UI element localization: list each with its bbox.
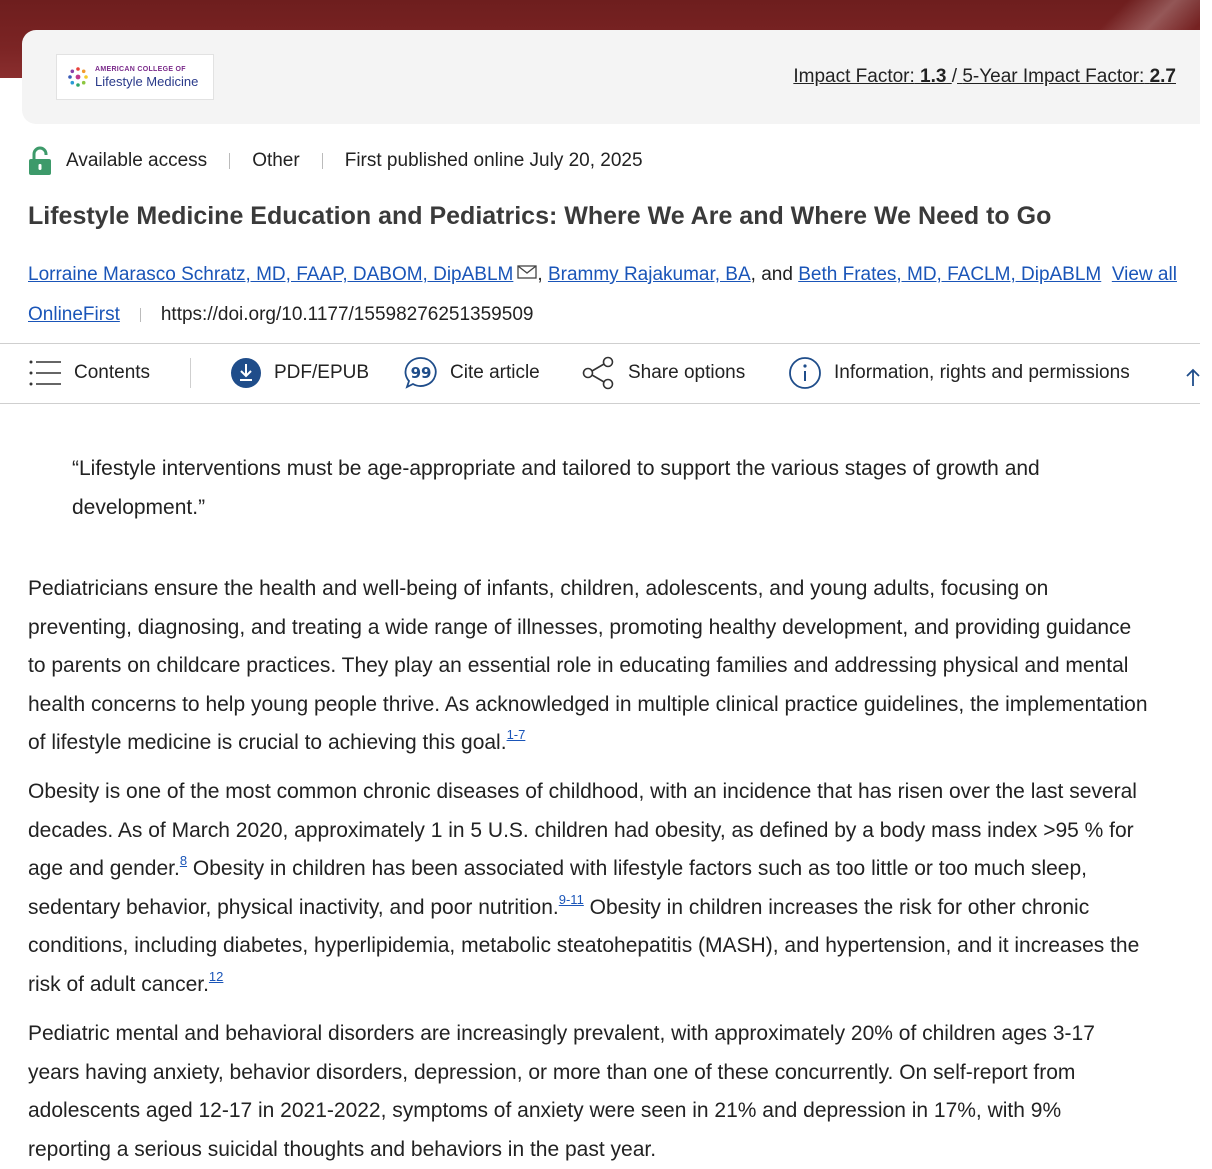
pull-quote: “Lifestyle interventions must be age-appropriate and tailored to support the various stages of growth and development.” xyxy=(72,457,1040,519)
article-toolbar xyxy=(0,344,1200,402)
reference-link[interactable]: 1-7 xyxy=(506,727,526,743)
logo-main-text: Lifestyle Medicine xyxy=(95,74,199,89)
online-first-link[interactable]: OnlineFirst xyxy=(28,304,120,325)
author-link-frates[interactable]: Beth Frates, MD, FACLM, DipABLM xyxy=(798,264,1102,285)
share-icon xyxy=(582,356,616,390)
publication-info xyxy=(28,304,533,326)
reference-link[interactable]: 8 xyxy=(179,853,188,869)
reference-link[interactable]: 12 xyxy=(208,968,224,984)
body-paragraph-2: Obesity is one of the most common chronic diseases of childhood, with an incidence that has risen over the last several decades. As of March 2020, approximately 1 in 5 U.S. children had obesity, as defined by a body mass index >95 % for age and gender.$^8$ Obesity in children has been associated with lifestyle factors such as too little or too much sleep, sedentary behavior, physical inactivity, and poor nutrition.$^{9-11}$ Obesity in children increases the risk for other chronic conditions, including diabetes, hyperlipidemia, metabolic steatohepatitis (MASH), and hypertension, and it increases the risk of adult cancer.$^{12}$ xyxy=(28,780,1140,996)
more-tools-button[interactable] xyxy=(1186,344,1212,402)
share-options-button[interactable]: Share options xyxy=(582,344,745,402)
cite-article-button[interactable]: 99 Cite article xyxy=(404,344,540,402)
reference-link[interactable]: 9-11 xyxy=(558,891,584,907)
article-title: Lifestyle Medicine Education and Pediatrics: Where We Are and Where We Need to Go xyxy=(28,202,1052,230)
info-icon xyxy=(788,356,822,390)
information-rights-button[interactable]: Information, rights and permissions xyxy=(788,344,1130,402)
body-paragraph-1: Pediatricians ensure the health and well-being of infants, children, adolescents, and young adults, focusing on preventing, diagnosing, and treating a wide range of illnesses, promoting healthy development, and providing guidance to parents on childcare practices. They play an essential role in educating families and addressing physical and mental health concerns to help young people thrive. As acknowledged in multiple clinical practice guidelines, the implementation of lifestyle medicine is crucial to achieving this goal.$^{1-7}$ xyxy=(28,577,1148,755)
svg-text:99: 99 xyxy=(410,364,432,382)
contents-button[interactable]: Contents xyxy=(28,344,150,402)
lock-open-icon xyxy=(28,146,52,176)
toolbar-bottom-divider xyxy=(0,403,1200,404)
impact-slash: / xyxy=(951,66,958,87)
logo-top-text: AMERICAN COLLEGE OF xyxy=(95,66,186,73)
impact-factors xyxy=(793,66,1176,88)
journal-header xyxy=(22,30,1200,124)
access-label: Available access xyxy=(66,150,208,171)
view-all-authors-link[interactable]: View all xyxy=(1111,264,1177,285)
five-year-impact-link[interactable]: 5-Year Impact Factor: 2.7 xyxy=(962,66,1176,87)
doi-text[interactable]: https://doi.org/10.1177/15598276251359509 xyxy=(160,304,534,325)
quote-bubble-icon xyxy=(404,356,438,390)
body-paragraph-3: Pediatric mental and behavioral disorders are increasingly prevalent, with approximately 20% of children ages 3-17 years having anxiety, behavior disorders, depression, or more than one of these concurrently. On self-report from adolescents aged 12-17 in 2021-2022, symptoms of anxiety were seen in 21% and depression in 17%, with 9% reporting a serious suicidal thoughts and behaviors in the past year. xyxy=(28,1022,1095,1161)
author-list: Lorraine Marasco Schratz, MD, FAAP, DABOM, DipABLM , Brammy Rajakumar, BA, and Beth Frates, MD, FACLM, DipABLM View all xyxy=(28,264,1177,285)
journal-logo[interactable] xyxy=(56,54,214,100)
published-date: First published online July 20, 2025 xyxy=(344,150,643,171)
article-type: Other xyxy=(252,150,300,171)
pdf-epub-button[interactable]: PDF/EPUB xyxy=(230,344,369,402)
article-meta xyxy=(28,146,643,176)
mail-icon[interactable] xyxy=(517,265,537,279)
more-tools-icon xyxy=(1186,356,1200,390)
author-link-schratz[interactable]: Lorraine Marasco Schratz, MD, FAAP, DABOM, DipABLM xyxy=(28,264,514,285)
logo-dots-icon xyxy=(67,66,89,88)
download-icon xyxy=(230,357,262,389)
impact-factor-link[interactable]: Impact Factor: 1.3 xyxy=(793,66,947,87)
author-link-rajakumar[interactable]: Brammy Rajakumar, BA xyxy=(547,264,751,285)
contents-list-icon xyxy=(28,358,62,388)
